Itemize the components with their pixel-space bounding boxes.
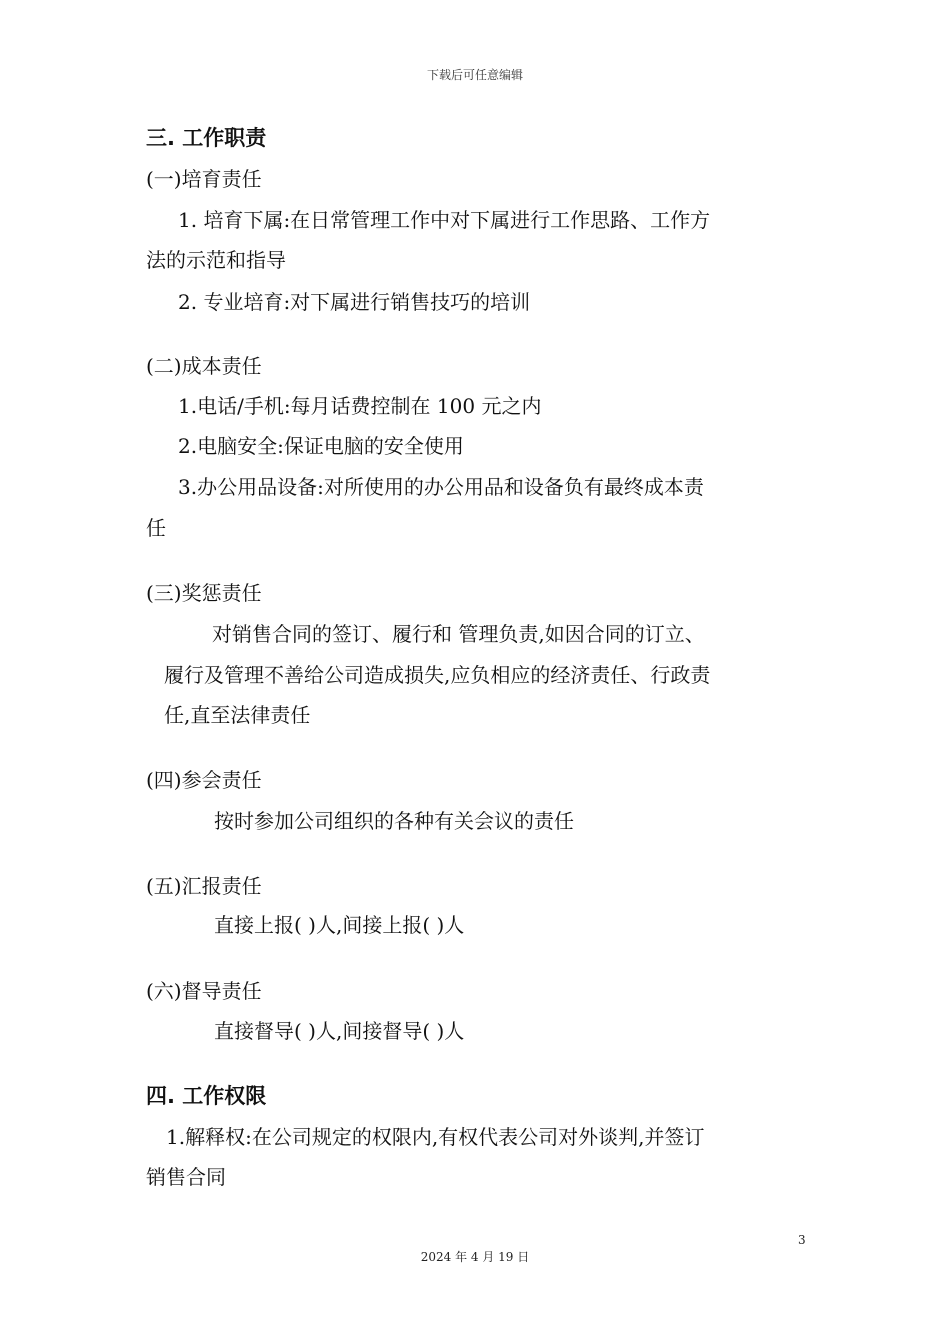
sub1-item1-line2: 法的示范和指导 — [146, 248, 286, 272]
section-3-title: 三. 工作职责 — [146, 126, 267, 150]
sec4-item1-line1: 1.解释权:在公司规定的权限内,有权代表公司对外谈判,并签订 — [166, 1125, 705, 1149]
page-number: 3 — [798, 1233, 806, 1247]
sub2-item3-line2: 任 — [146, 516, 166, 540]
sub5-line1: 直接上报( )人,间接上报( )人 — [214, 913, 465, 937]
sub3-line1: 对销售合同的签订、履行和 管理负责,如因合同的订立、 — [212, 622, 705, 646]
subsection-4-title: (四)参会责任 — [146, 768, 262, 792]
sub3-line2: 履行及管理不善给公司造成损失,应负相应的经济责任、行政责 — [164, 663, 711, 687]
sub2-item1: 1.电话/手机:每月话费控制在 100 元之内 — [178, 394, 542, 418]
subsection-3-title: (三)奖惩责任 — [146, 581, 262, 605]
sub1-item1-line1: 1. 培育下属:在日常管理工作中对下属进行工作思路、工作方 — [178, 208, 711, 232]
subsection-5-title: (五)汇报责任 — [146, 874, 262, 898]
sub6-line1: 直接督导( )人,间接督导( )人 — [214, 1019, 465, 1043]
footer-date: 2024 年 4 月 19 日 — [420, 1250, 530, 1264]
subsection-2-title: (二)成本责任 — [146, 354, 262, 378]
page-header-note: 下载后可任意编辑 — [426, 68, 523, 82]
subsection-1-title: (一)培育责任 — [146, 167, 262, 191]
sub2-item3-line1: 3.办公用品设备:对所使用的办公用品和设备负有最终成本责 — [178, 475, 704, 499]
sub1-item2: 2. 专业培育:对下属进行销售技巧的培训 — [178, 290, 531, 314]
sub4-line1: 按时参加公司组织的各种有关会议的责任 — [214, 809, 574, 833]
sec4-item1-line2: 销售合同 — [146, 1165, 226, 1189]
sub3-line3: 任,直至法律责任 — [164, 703, 311, 727]
sub2-item2: 2.电脑安全:保证电脑的安全使用 — [178, 434, 464, 458]
subsection-6-title: (六)督导责任 — [146, 979, 262, 1003]
section-4-title: 四. 工作权限 — [146, 1084, 267, 1108]
